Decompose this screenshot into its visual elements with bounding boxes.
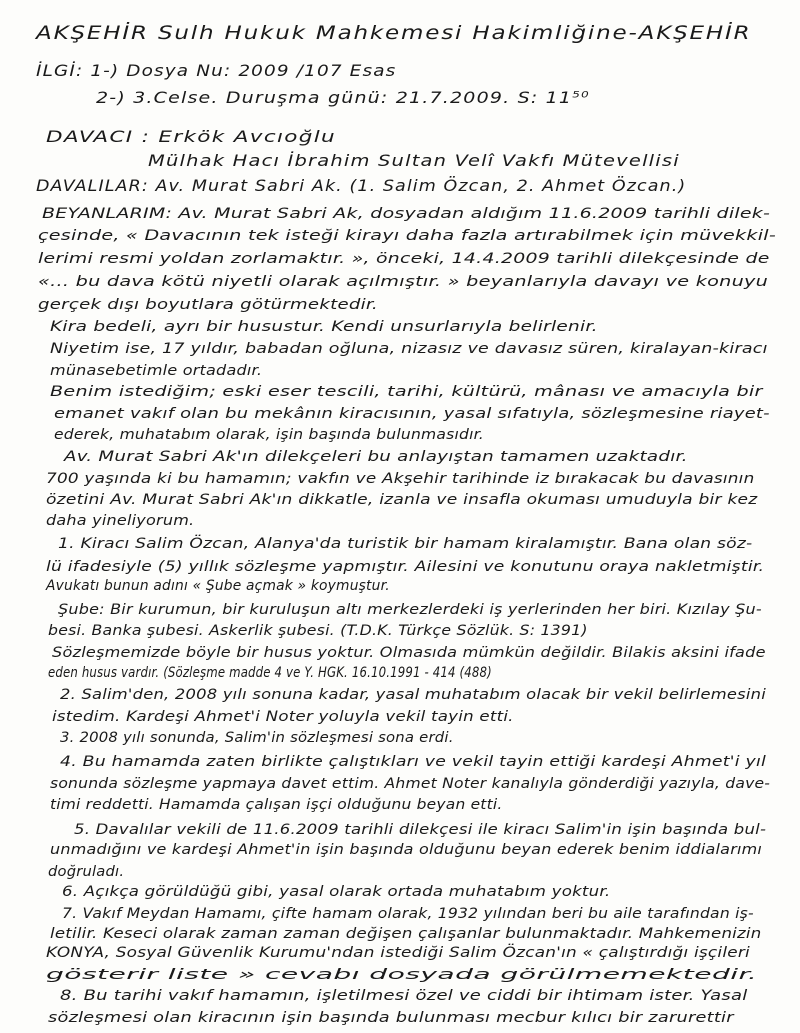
statement-line: 4. Bu hamamda zaten birlikte çalıştıkları ve vekil tayin ettiği kardeşi Ahmet'i yıl bbox=[60, 754, 767, 771]
statement-line: letilir. Keseci olarak zaman zaman değişen çalışanlar bulunmaktadır. Mahkemenizin bbox=[50, 925, 762, 942]
statement-line: eden husus vardır. (Sözleşme madde 4 ve Y. HGK. 16.10.1991 - 414 (488) bbox=[48, 665, 492, 682]
statement-line: gösterir liste » cevabı dosyada görülmemektedir. bbox=[46, 966, 758, 983]
statement-line: daha yineliyorum. bbox=[46, 512, 195, 529]
statement-line: Sözleşmemizde böyle bir husus yoktur. Olmasıda mümkün değildir. Bilakis aksini ifade bbox=[52, 644, 766, 661]
statement-line: Avukatı bunun adını « Şube açmak » koymuştur. bbox=[46, 578, 390, 595]
statement-line: lü ifadesiyle (5) yıllık sözleşme yapmıştır. Ailesini ve konutunu oraya nakletmiştir. bbox=[46, 558, 765, 575]
statement-line: istedim. Kardeşi Ahmet'i Noter yoluyla vekil tayin etti. bbox=[52, 709, 514, 726]
ilgi-line-1: İLGİ: 1-) Dosya Nu: 2009 /107 Esas bbox=[36, 61, 397, 80]
davaci-vakif-line: Mülhak Hacı İbrahim Sultan Velî Vakfı Mütevellisi bbox=[148, 151, 680, 170]
statement-line: 8. Bu tarihi vakıf hamamın, işletilmesi özel ve ciddi bir ihtimam ister. Yasal bbox=[60, 988, 748, 1005]
statement-line: 3. 2008 yılı sonunda, Salim'in sözleşmesi sona erdi. bbox=[60, 730, 454, 747]
statement-line: 1. Kiracı Salim Özcan, Alanya'da turistik bir hamam kiralamıştır. Bana olan söz- bbox=[58, 536, 753, 553]
statement-line: 6. Açıkça görüldüğü gibi, yasal olarak ortada muhatabım yoktur. bbox=[62, 884, 611, 901]
statement-line: sonunda sözleşme yapmaya davet ettim. Ahmet Noter kanalıyla gönderdiği yazıyla, dave- bbox=[50, 775, 771, 792]
statement-line: 5. Davalılar vekili de 11.6.2009 tarihli dilekçesi ile kiracı Salim'in işin başında bul- bbox=[74, 821, 767, 838]
davalilar-line: DAVALILAR: Av. Murat Sabri Ak. (1. Salim Özcan, 2. Ahmet Özcan.) bbox=[36, 176, 687, 195]
statement-line: sözleşmesi olan kiracının işin başında bulunması mecbur kılıcı bir zarurettir bbox=[48, 1010, 734, 1026]
statement-line: BEYANLARIM: Av. Murat Sabri Ak, dosyadan aldığım 11.6.2009 tarihli dilek- bbox=[42, 206, 771, 222]
statement-line: Niyetim ise, 17 yıldır, babadan oğluna, nizasız ve davasız süren, kiralayan-kiracı bbox=[50, 341, 768, 358]
statement-line: Av. Murat Sabri Ak'ın dilekçeleri bu anlayıştan tamamen uzaktadır. bbox=[64, 449, 688, 466]
statement-line: çesinde, « Davacının tek isteği kirayı daha fazla artırabilmek için müvekkil- bbox=[38, 228, 777, 245]
statement-line: ederek, muhatabım olarak, işin başında bulunmasıdır. bbox=[54, 426, 484, 443]
statement-line: «... bu dava kötü niyetli olarak açılmıştır. » beyanlarıyla davayı ve konuyu bbox=[38, 274, 769, 291]
statement-line: besi. Banka şubesi. Askerlik şubesi. (T.D.K. Türkçe Sözlük. S: 1391) bbox=[48, 623, 588, 640]
statement-line: özetini Av. Murat Sabri Ak'ın dikkatle, izanla ve insafla okuması umuduyla bir kez bbox=[46, 492, 758, 509]
ilgi-line-2: 2-) 3.Celse. Duruşma günü: 21.7.2009. S: 11⁵⁰ bbox=[96, 88, 590, 107]
statement-line: münasebetimle ortadadır. bbox=[50, 363, 263, 380]
davaci-line: DAVACI : Erkök Avcıoğlu bbox=[46, 127, 337, 146]
statement-line: lerimi resmi yoldan zorlamaktır. », önceki, 14.4.2009 tarihli dilekçesinde de bbox=[38, 250, 770, 267]
statement-line: emanet vakıf olan bu mekânın kiracısının, yasal sıfatıyla, sözleşmesine riayet- bbox=[54, 406, 770, 423]
statement-line: gerçek dışı boyutlara götürmektedir. bbox=[38, 296, 378, 313]
court-title: AKŞEHİR Sulh Hukuk Mahkemesi Hakimliğine-AKŞEHİR bbox=[36, 22, 752, 44]
statement-line: KONYA, Sosyal Güvenlik Kurumu'ndan istediği Salim Özcan'ın « çalıştırdığı işçileri bbox=[46, 945, 750, 962]
statement-line: unmadığını ve kardeşi Ahmet'in işin başında olduğunu beyan ederek benim iddialarımı bbox=[50, 842, 763, 859]
statement-line: Şube: Bir kurumun, bir kuruluşun altı merkezlerdeki iş yerlerinden her biri. Kızılay Şu- bbox=[58, 601, 762, 618]
statement-line: timi reddetti. Hamamda çalışan işçi olduğunu beyan etti. bbox=[50, 797, 503, 814]
statement-line: Kira bedeli, ayrı bir husustur. Kendi unsurlarıyla belirlenir. bbox=[50, 319, 598, 336]
statement-line: Benim istediğim; eski eser tescili, tarihi, kültürü, mânası ve amacıyla bir bbox=[50, 383, 763, 400]
statement-line: 2. Salim'den, 2008 yılı sonuna kadar, yasal muhatabım olacak bir vekil belirlemesini bbox=[60, 686, 766, 703]
statement-line: doğruladı. bbox=[48, 863, 125, 880]
statement-line: 700 yaşında ki bu hamamın; vakfın ve Akşehir tarihinde iz bırakacak bu davasının bbox=[46, 470, 755, 487]
statement-line: 7. Vakıf Meydan Hamamı, çifte hamam olarak, 1932 yılından beri bu aile tarafından iş- bbox=[62, 905, 754, 922]
